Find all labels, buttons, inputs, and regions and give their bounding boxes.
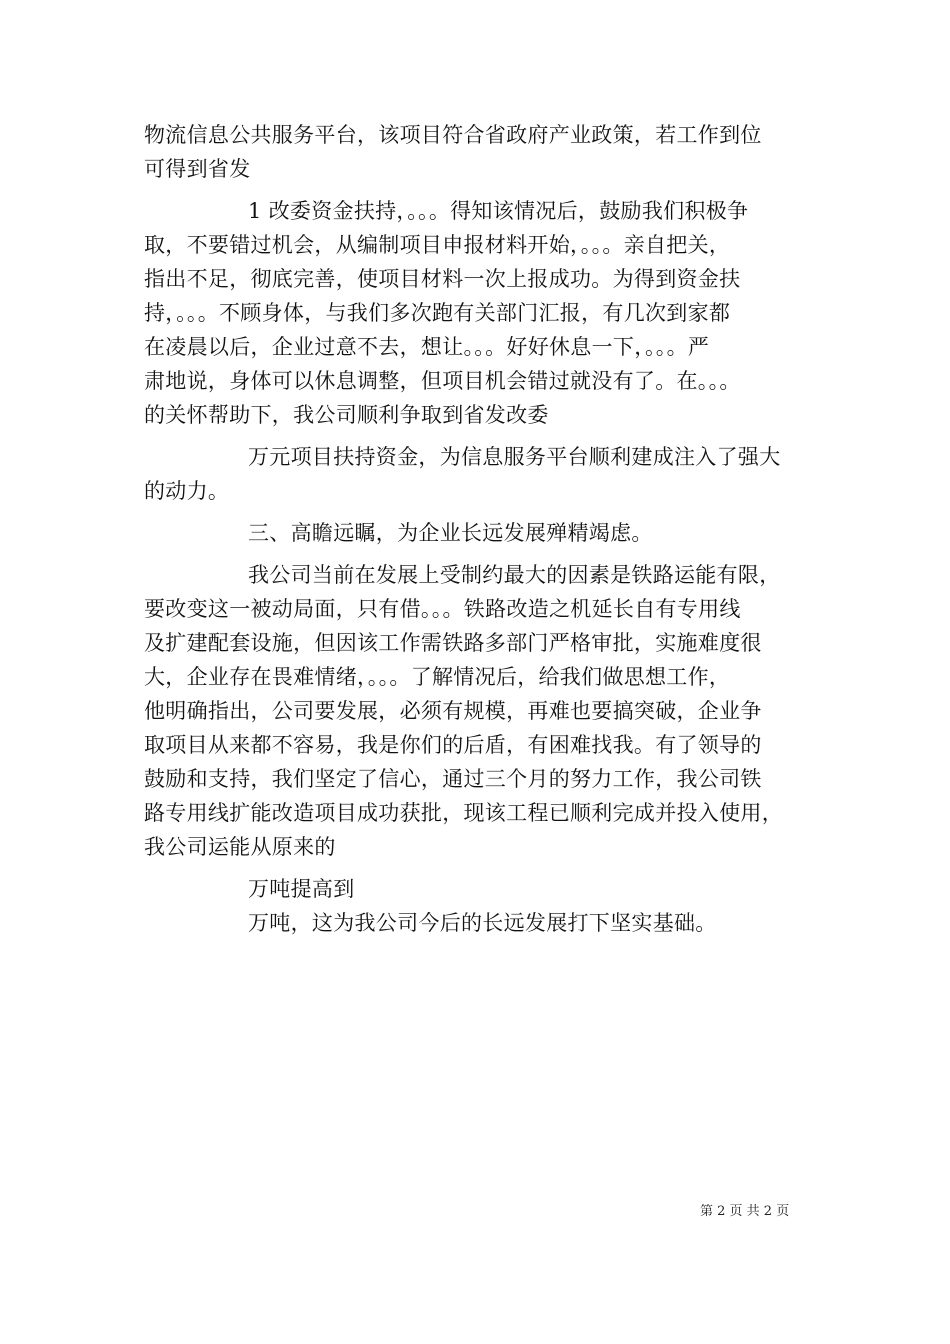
text-line: 路专用线扩能改造项目成功获批，现该工程已顺利完成并投入使用， xyxy=(144,801,783,825)
text-line: 大，企业存在畏难情绪，。。。了解情况后，给我们做思想工作， xyxy=(144,665,731,689)
text-line: 万元项目扶持资金，为信息服务平台顺利建成注入了强大 xyxy=(248,445,781,469)
text-line: 取项目从来都不容易，我是你们的后盾，有困难找我。有了领导的 xyxy=(144,733,762,757)
text-line: 持，。。。不顾身体，与我们多次跑有关部门汇报，有几次到家都 xyxy=(144,301,731,325)
text-line: 万吨提高到 xyxy=(248,877,355,901)
text-line: 的关怀帮助下，我公司顺利争取到省发改委 xyxy=(144,403,549,427)
text-line: 在凌晨以后，企业过意不去，想让。。。好好休息一下，。。。严 xyxy=(144,335,710,359)
text-line: 万吨，这为我公司今后的长远发展打下坚实基础。 xyxy=(248,911,717,935)
text-line: 取，不要错过机会，从编制项目申报材料开始，。。。亲自把关， xyxy=(144,233,731,257)
text-line: 我公司当前在发展上受制约最大的因素是铁路运能有限， xyxy=(248,563,781,587)
text-line: 我公司运能从原来的 xyxy=(144,835,336,859)
page-number-footer: 第 2 页 共 2 页 xyxy=(700,1204,790,1219)
text-line: 物流信息公共服务平台，该项目符合省政府产业政策，若工作到位 xyxy=(144,123,762,147)
text-line: 的动力。 xyxy=(144,479,230,503)
text-line: 及扩建配套设施，但因该工作需铁路多部门严格审批，实施难度很 xyxy=(144,631,762,655)
text-line: 他明确指出，公司要发展，必须有规模，再难也要搞突破，企业争 xyxy=(144,699,762,723)
text-line: 指出不足，彻底完善，使项目材料一次上报成功。为得到资金扶 xyxy=(144,267,741,291)
section-heading: 三、高瞻远瞩，为企业长远发展殚精竭虑。 xyxy=(248,521,653,545)
text-line: 鼓励和支持，我们坚定了信心，通过三个月的努力工作，我公司铁 xyxy=(144,767,762,791)
text-line: 肃地说，身体可以休息调整，但项目机会错过就没有了。在。。。 xyxy=(144,369,741,393)
text-line: 可得到省发 xyxy=(144,157,251,181)
text-line: 要改变这一被动局面，只有借。。。铁路改造之机延长自有专用线 xyxy=(144,597,741,621)
text-line: 1 改委资金扶持，。。。得知该情况后，鼓励我们积极争 xyxy=(248,199,749,223)
body-text xyxy=(144,118,814,940)
